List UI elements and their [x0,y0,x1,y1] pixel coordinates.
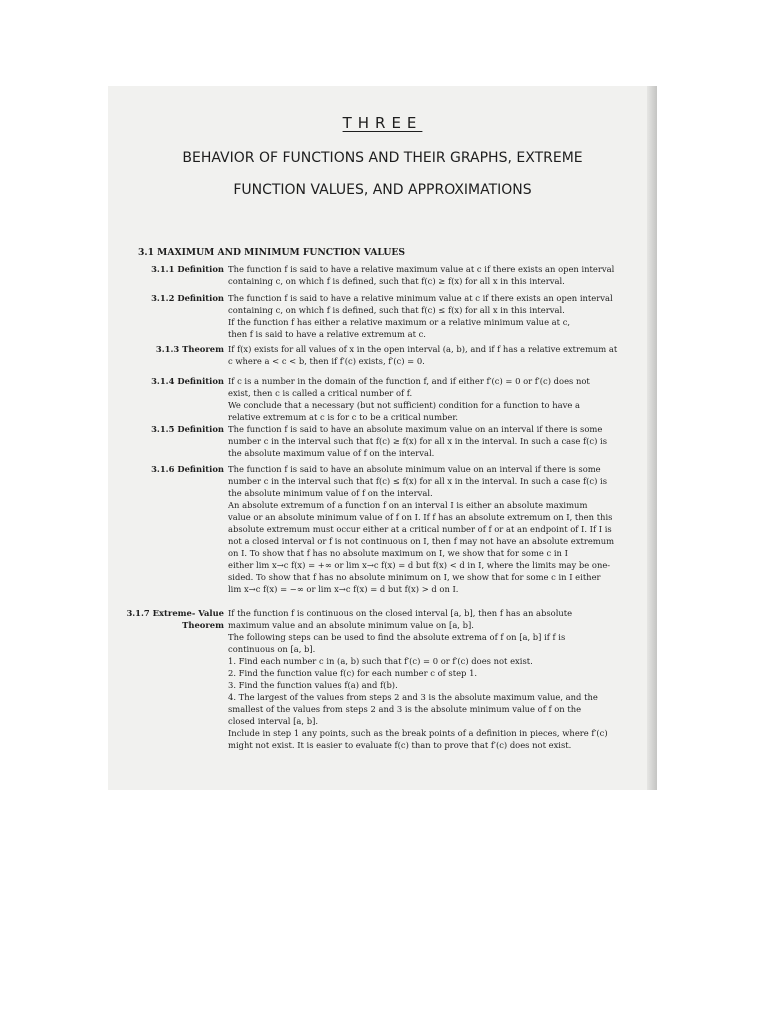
entry-text: The function f is said to have an absolute maximum value on an interval if there is some number c in the interval such that f(c) ≥ f(x) for all x in the interval. In such a case f(c) is the absolute maximum value of f on the interval. [228,424,608,458]
chapter-heading: THREE [342,114,423,132]
entry-label: 3.1.2 Definition [151,293,224,303]
definition-3-1-4 [124,375,654,423]
chapter-title-line-2: FUNCTION VALUES, AND APPROXIMATIONS [233,182,532,198]
definition-3-1-1 [124,263,654,287]
entry-label: 3.1.7 Extreme- Value Theorem [126,608,224,630]
entry-label: 3.1.4 Definition [151,376,224,386]
entry-text: The function f is said to have an absolute minimum value on an interval if there is some number c in the interval such that f(c) ≤ f(x) for all x in the interval. In such a case f(c) is the absolute minimum value of f on the interval. An absolute extremum of a function f on an interval I is either an absolute maximum value or an absolute minimum value of f on I. If f has an absolute extremum on I, then this absolute extremum must occur either at a critical number of f or at an endpoint of I. If I is not a closed interval or f is not continuous on I, then f may not have an absolute extremum on I. To show that f has no absolute maximum on I, we show that for some c in I either lim x→c f(x) = +∞ or lim x→c f(x) = d but f(x) < d in I, where the limits may be one- sided. To show that f has no absolute minimum on I, we show that for some c in I either lim x→c f(x) = −∞ or lim x→c f(x) = d but f(x) > d on I. [228,464,615,594]
definition-3-1-5 [124,423,654,459]
definition-3-1-2 [124,292,654,340]
entry-text: If f(x) exists for all values of x in the open interval (a, b), and if f has a relative extremum at c where a < c < b, then if f′(c) exists, f′(c) = 0. [228,344,618,366]
entry-text: If c is a number in the domain of the function f, and if either f′(c) = 0 or f′(c) does not exist, then c is called a critical number of f. We conclude that a necessary (but not sufficient) condition for a function to have a relative extremum at c is for c to be a critical number. [228,376,590,422]
entry-label: 3.1.5 Definition [151,424,224,434]
chapter-title-line-1: BEHAVIOR OF FUNCTIONS AND THEIR GRAPHS, EXTREME [182,150,583,166]
entry-label: 3.1.6 Definition [151,464,224,474]
theorem-3-1-3 [124,343,654,367]
extreme-value-theorem-3-1-7 [124,607,654,751]
scanned-page [108,86,657,790]
page-binding-shadow [647,86,657,790]
entry-text: If the function f is continuous on the closed interval [a, b], then f has an absolute maximum value and an absolute minimum value on [a, b]. The following steps can be used to find the absolute extrema of f on [a, b] if f is continuous on [a, b]. 1. Find each number c in (a, b) such that f′(c) = 0 or f′(c) does not exist. 2. Find the function value f(c) for each number c of step 1. 3. Find the function values f(a) and f(b). 4. The largest of the values from steps 2 and 3 is the absolute maximum value, and the smallest of the values from steps 2 and 3 is the absolute minimum value of f on the closed interval [a, b]. Include in step 1 any points, such as the break points of a definition in pieces, where f′(c) might not exist. It is easier to evaluate f(c) than to prove that f′(c) does not exist. [228,608,608,750]
entry-label: 3.1.1 Definition [151,264,224,274]
entry-text: The function f is said to have a relative maximum value at c if there exists an open interval containing c, on which f is defined, such that f(c) ≥ f(x) for all x in this interval. [228,264,615,286]
definition-3-1-6 [124,463,654,595]
section-heading: 3.1 MAXIMUM AND MINIMUM FUNCTION VALUES [138,247,405,258]
entry-text: The function f is said to have a relative minimum value at c if there exists an open interval containing c, on which f is defined, such that f(c) ≤ f(x) for all x in this interval. If the function f has either a relative maximum or a relative minimum value at c, then f is said to have a relative extremum at c. [228,293,613,339]
entry-label: 3.1.3 Theorem [155,344,224,354]
